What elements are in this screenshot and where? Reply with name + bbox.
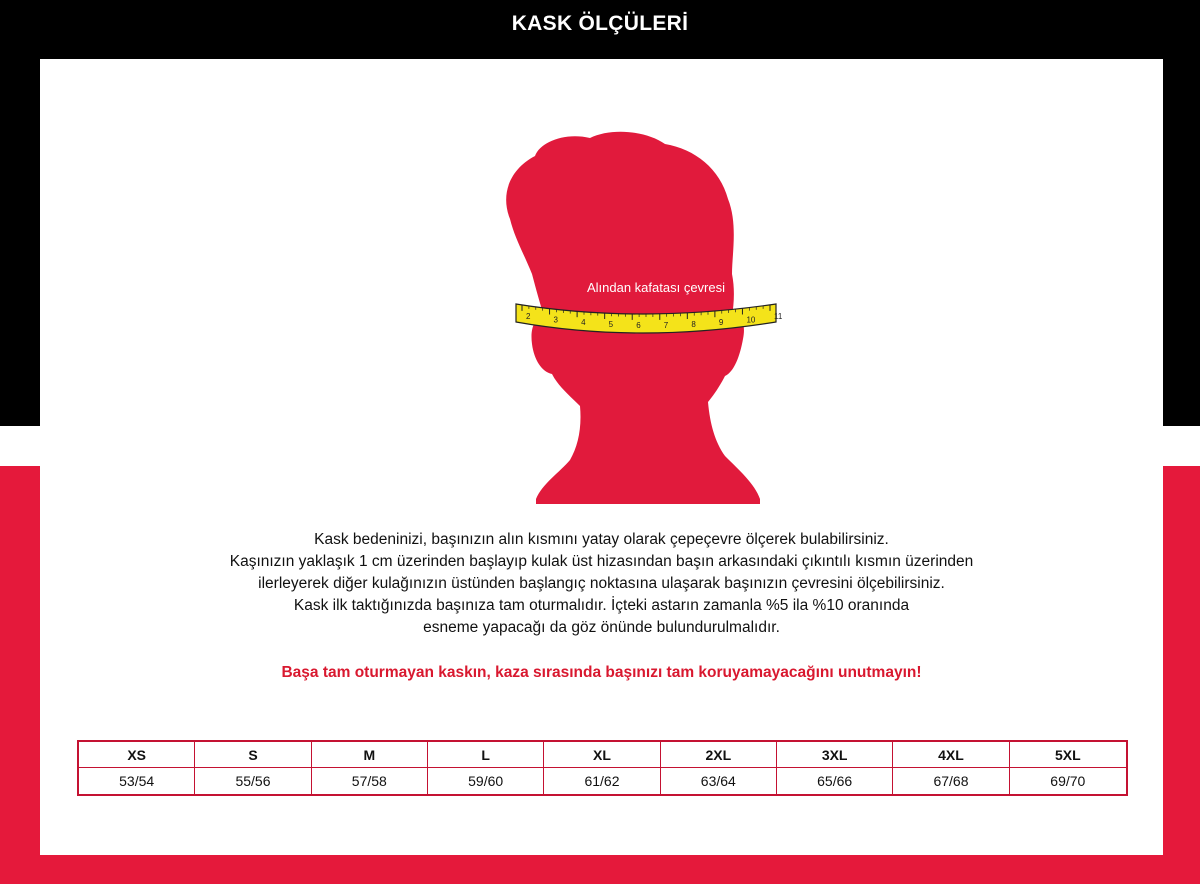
tape-number: 5 xyxy=(608,319,614,329)
warning-text: Başa tam oturmayan kaskın, kaza sırasında başınızı tam koruyamayacağını unutmayın! xyxy=(281,664,922,681)
size-header-cell: 3XL xyxy=(777,742,893,768)
instruction-line: Kask ilk taktığınızda başınıza tam oturmalıdır. İçteki astarın zamanla %5 ila %10 oranında xyxy=(293,597,910,614)
tape-number: 3 xyxy=(553,315,559,325)
size-header-cell: M xyxy=(312,742,428,768)
size-value-cell: 57/58 xyxy=(312,768,428,794)
size-header-cell: XS xyxy=(79,742,195,768)
size-header-cell: XL xyxy=(544,742,660,768)
measurement-label: Alından kafatası çevresi xyxy=(586,280,726,295)
size-value-cell: 69/70 xyxy=(1050,773,1086,789)
tape-number: 6 xyxy=(636,320,641,330)
tape-number: 11 xyxy=(774,311,783,321)
instruction-line: ilerleyerek diğer kulağınızın üstünden başlangıç noktasına ulaşarak başınızın çevresini ölçebilirsiniz. xyxy=(258,575,945,592)
size-header-cell: L xyxy=(428,742,544,768)
size-value-cell: 63/64 xyxy=(661,768,777,794)
tape-number: 2 xyxy=(526,311,531,321)
instruction-line: Kaşınızın yaklaşık 1 cm üzerinden başlayıp kulak üst hizasından başın arkasındaki çıkıntılı kısmın üzerinden xyxy=(229,553,974,570)
size-header-cell: S xyxy=(195,742,311,768)
tape-number: 4 xyxy=(581,318,586,328)
tape-number: 9 xyxy=(718,318,724,328)
size-value-cell: 61/62 xyxy=(544,768,660,794)
size-header-cell: 4XL xyxy=(893,742,1009,768)
size-header-cell: 5XL xyxy=(1010,742,1126,768)
instruction-line: Kask bedeninizi, başınızın alın kısmını yatay olarak çepeçevre ölçerek bulabilirsiniz. xyxy=(314,531,889,548)
head-diagram xyxy=(470,124,783,504)
tape-number: 8 xyxy=(691,319,696,329)
size-value-cell: 65/66 xyxy=(777,768,893,794)
size-value-cell: 67/68 xyxy=(893,768,1009,794)
tape-number: 10 xyxy=(746,315,756,325)
size-value-cell: 59/60 xyxy=(428,768,544,794)
instruction-line: esneme yapacağı da göz önünde bulundurulmalıdır. xyxy=(423,619,780,636)
content-card xyxy=(40,59,1163,855)
size-header-cell: 2XL xyxy=(661,742,777,768)
instructions xyxy=(140,529,1063,639)
size-value-cell: 55/56 xyxy=(195,768,311,794)
size-table xyxy=(77,740,1128,796)
page-title: KASK ÖLÇÜLERİ xyxy=(511,12,689,35)
size-value-cell: 53/54 xyxy=(79,768,195,794)
tape-number: 7 xyxy=(663,320,669,330)
